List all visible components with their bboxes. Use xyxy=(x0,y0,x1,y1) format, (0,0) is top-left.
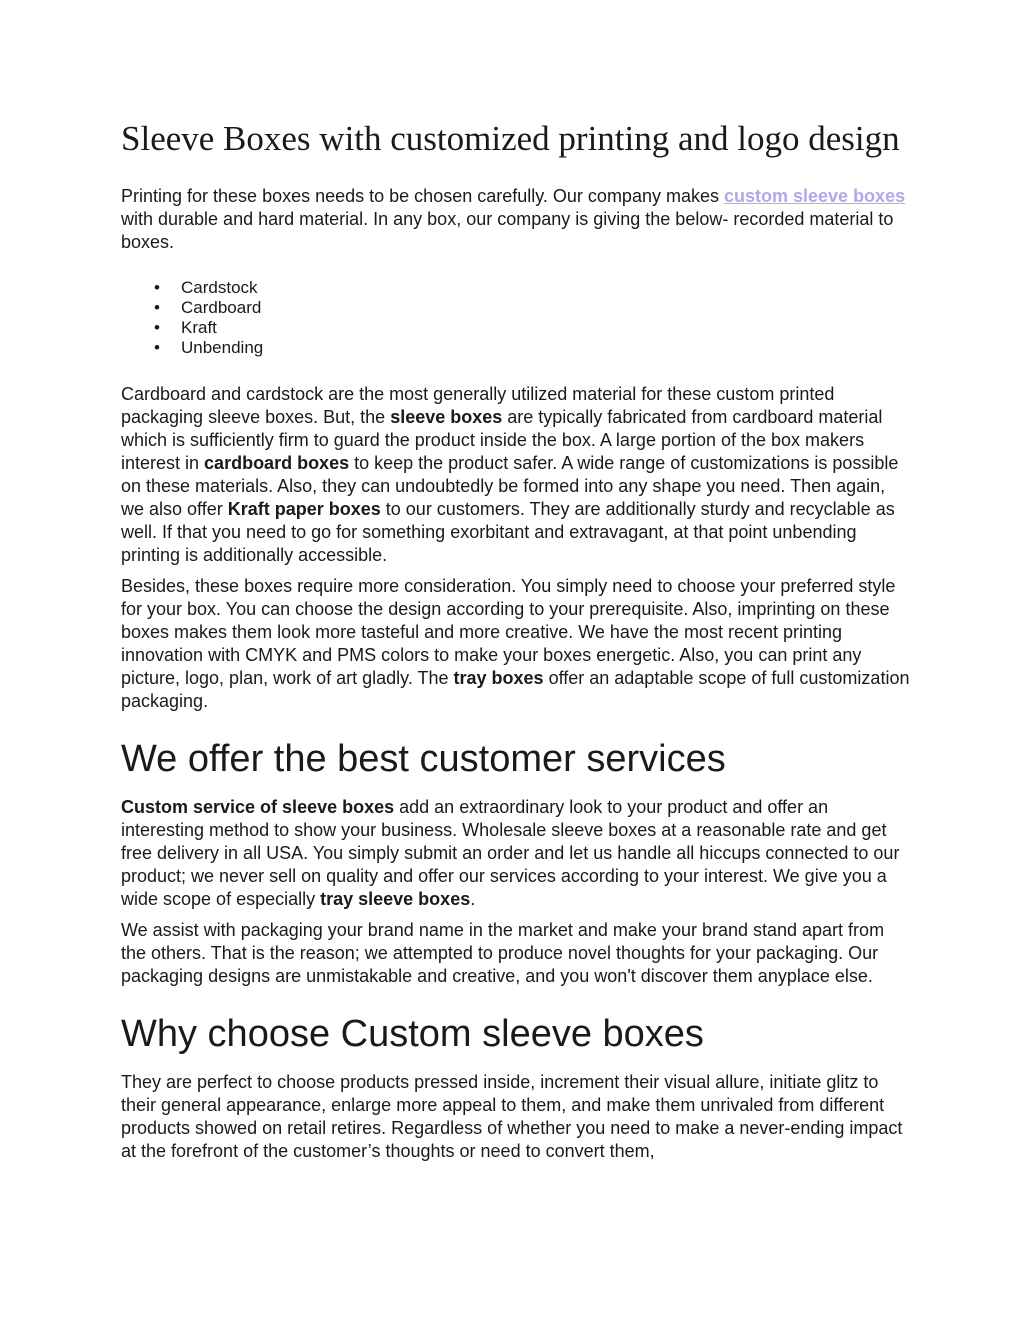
para1-text-4: to our customers. They are additionally sturdy and recyclable as well. If that you need to go for something exorbitant and extravagant, at that point unbending printing is additionally accessible. xyxy=(121,499,895,565)
para2-text-2: offer an adaptable scope of full customization packaging. xyxy=(121,668,910,711)
para3-text-2: . xyxy=(470,889,476,909)
document-page xyxy=(121,120,911,1163)
materials-paragraph xyxy=(121,383,911,567)
intro-text-end: with durable and hard material. In any box, our company is giving the below- recorded material to boxes. xyxy=(121,209,894,252)
why-choose-paragraph: They are perfect to choose products pressed inside, increment their visual allure, initiate glitz to their general appearance, enlarge more appeal to them, and make them unrivaled from different products showed on retail retires. Regardless of whether you need to make a never-ending impact at the forefront of the customer’s thoughts or need to convert them, xyxy=(121,1072,903,1161)
bullet-icon: • xyxy=(154,298,160,317)
kraft-paper-boxes-bold: Kraft paper boxes xyxy=(227,499,381,519)
bullet-icon: • xyxy=(154,278,160,297)
printing-paragraph xyxy=(121,575,911,713)
intro-paragraph xyxy=(121,185,911,254)
para3-text-1: add an extraordinary look to your product and offer an interesting method to show your business. Wholesale sleeve boxes at a reasonable rate and get free delivery in all USA. You simply submit an order and let us handle all hiccups connected to our product; we never sell on quality and offer our services according to your interest. We give you a wide scope of especially xyxy=(121,797,900,909)
page-title: Sleeve Boxes with customized printing and logo design xyxy=(121,119,900,158)
list-item xyxy=(121,338,911,358)
services-paragraph xyxy=(121,796,911,911)
para2-text-1: Besides, these boxes require more consideration. You simply need to choose your preferred style for your box. You can choose the design according to your prerequisite. Also, imprinting on these boxes makes them look more tasteful and more creative. We have the most recent printing innovation with CMYK and PMS colors to make your boxes energetic. Also, you can print any picture, logo, plan, work of art gladly. The xyxy=(121,576,896,688)
bullet-icon: • xyxy=(154,318,160,337)
sleeve-boxes-bold: sleeve boxes xyxy=(390,407,503,427)
bullet-icon: • xyxy=(154,338,160,357)
para1-text-1: Cardboard and cardstock are the most generally utilized material for these custom printed packaging sleeve boxes. But, the xyxy=(121,384,835,427)
tray-boxes-bold: tray boxes xyxy=(453,668,544,688)
section-heading-services: We offer the best customer services xyxy=(121,738,726,780)
list-item-label: Kraft xyxy=(181,318,217,337)
branding-paragraph: We assist with packaging your brand name in the market and make your brand stand apart from the others. That is the reason; we attempted to produce novel thoughts for your packaging. Our packaging designs are unmistakable and creative, and you won't discover them anyplace else. xyxy=(121,920,885,986)
materials-list xyxy=(121,278,911,358)
list-item-label: Cardstock xyxy=(181,278,258,297)
list-item xyxy=(121,298,911,318)
para1-text-3: to keep the product safer. A wide range of customizations is possible on these materials. Also, they can undoubtedly be formed into any shape you need. Then again, we also offer xyxy=(121,453,899,519)
custom-service-bold: Custom service of sleeve boxes xyxy=(121,797,395,817)
list-item-label: Cardboard xyxy=(181,298,262,317)
link-text-part2: boxes xyxy=(853,186,906,206)
list-item-label: Unbending xyxy=(181,338,264,357)
custom-sleeve-boxes-link[interactable] xyxy=(724,186,905,206)
link-text-part1: custom sleeve xyxy=(723,186,854,206)
cardboard-boxes-bold: cardboard boxes xyxy=(204,453,350,473)
intro-text-start: Printing for these boxes needs to be chosen carefully. Our company makes xyxy=(121,186,724,206)
tray-sleeve-boxes-bold: tray sleeve boxes xyxy=(320,889,471,909)
list-item xyxy=(121,278,911,298)
para1-text-2: are typically fabricated from cardboard material which is sufficiently firm to guard the product inside the box. A large portion of the box makers interest in xyxy=(121,407,883,473)
list-item xyxy=(121,318,911,338)
section-heading-why-choose: Why choose Custom sleeve boxes xyxy=(121,1013,704,1055)
